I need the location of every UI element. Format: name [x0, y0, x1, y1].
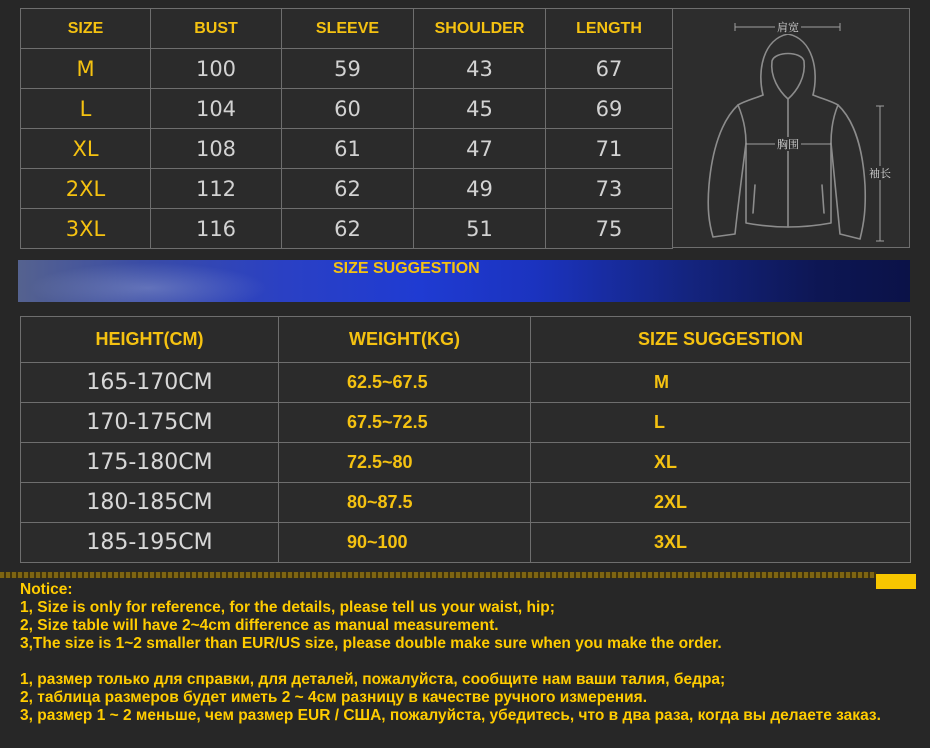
chest-label: 胸围 [777, 138, 799, 151]
size-cell: L [21, 89, 151, 129]
left-pocket [753, 185, 755, 213]
height-cell: 165-170CM [21, 363, 279, 403]
size-cell: 2XL [21, 169, 151, 209]
sleeve-cell: 61 [282, 129, 414, 169]
table-row [21, 363, 911, 403]
table-row [21, 169, 673, 209]
length-cell: 75 [546, 209, 673, 249]
notice-line-en-2: 2, Size table will have 2~4cm difference as manual measurement. [20, 617, 499, 634]
height-cell: 170-175CM [21, 403, 279, 443]
weight-cell: 62.5~67.5 [279, 363, 531, 403]
table-row [21, 443, 911, 483]
bust-cell: 112 [151, 169, 282, 209]
suggestion-header-row [21, 317, 911, 363]
length-cell: 73 [546, 169, 673, 209]
hooded-jacket-outline-icon [673, 9, 909, 247]
size-chart-header-row [21, 9, 673, 49]
header-weight: WEIGHT(KG) [279, 317, 531, 363]
notice-line-en-3: 3,The size is 1~2 smaller than EUR/US size, please double make sure when you make the order. [20, 635, 722, 652]
length-cell: 71 [546, 129, 673, 169]
suggested-size-cell: XL [531, 443, 911, 483]
notice-line-ru-1: 1, размер только для справки, для деталей, пожалуйста, сообщите нам ваши талия, бедра; [20, 671, 726, 688]
shoulder-width-label: 肩宽 [777, 21, 799, 34]
table-row [21, 49, 673, 89]
table-row [21, 403, 911, 443]
height-cell: 175-180CM [21, 443, 279, 483]
table-row [21, 209, 673, 249]
bust-cell: 104 [151, 89, 282, 129]
table-row [21, 523, 911, 563]
shoulder-cell: 47 [414, 129, 546, 169]
notice-line-ru-2: 2, таблица размеров будет иметь 2 ~ 4см разницу в качестве ручного измерения. [20, 689, 648, 706]
header-sleeve: SLEEVE [282, 9, 414, 49]
bust-cell: 116 [151, 209, 282, 249]
weight-cell: 90~100 [279, 523, 531, 563]
shoulder-cell: 51 [414, 209, 546, 249]
bust-cell: 108 [151, 129, 282, 169]
header-shoulder: SHOULDER [414, 9, 546, 49]
shoulder-cell: 43 [414, 49, 546, 89]
shoulder-cell: 45 [414, 89, 546, 129]
notice-line-en-1: 1, Size is only for reference, for the details, please tell us your waist, hip; [20, 599, 555, 616]
sleeve-cell: 62 [282, 169, 414, 209]
size-suggestion-table [20, 316, 911, 563]
table-row [21, 483, 911, 523]
left-sleeve [708, 105, 746, 237]
hood-opening [772, 54, 805, 100]
size-suggestion-banner [18, 260, 910, 302]
header-height: HEIGHT(CM) [21, 317, 279, 363]
right-shoulder [813, 95, 838, 105]
hood-outline [761, 34, 815, 95]
banner-title: SIZE SUGGESTION [333, 260, 480, 277]
weight-cell: 67.5~72.5 [279, 403, 531, 443]
sleeve-cell: 60 [282, 89, 414, 129]
bust-cell: 100 [151, 49, 282, 89]
weight-cell: 72.5~80 [279, 443, 531, 483]
shoulder-cell: 49 [414, 169, 546, 209]
height-cell: 185-195CM [21, 523, 279, 563]
left-shoulder [738, 95, 763, 105]
header-length: LENGTH [546, 9, 673, 49]
sleeve-cell: 59 [282, 49, 414, 89]
notice-title: Notice: [20, 581, 73, 598]
right-pocket [822, 185, 824, 213]
suggested-size-cell: 3XL [531, 523, 911, 563]
table-row [21, 89, 673, 129]
length-cell: 67 [546, 49, 673, 89]
size-cell: M [21, 49, 151, 89]
notice-divider [0, 572, 876, 578]
notice-line-ru-3: 3, размер 1 ~ 2 меньше, чем размер EUR / США, пожалуйста, убедитесь, что в два раза, когда вы делаете заказ. [20, 707, 881, 724]
size-cell: 3XL [21, 209, 151, 249]
sleeve-length-label: 袖长 [869, 167, 891, 180]
suggested-size-cell: L [531, 403, 911, 443]
height-cell: 180-185CM [21, 483, 279, 523]
suggested-size-cell: 2XL [531, 483, 911, 523]
size-cell: XL [21, 129, 151, 169]
length-cell: 69 [546, 89, 673, 129]
weight-cell: 80~87.5 [279, 483, 531, 523]
sleeve-cell: 62 [282, 209, 414, 249]
suggested-size-cell: M [531, 363, 911, 403]
notice-section [20, 581, 920, 725]
notice-spacer [20, 653, 920, 671]
size-chart-table [20, 8, 673, 249]
jacket-measurement-diagram [672, 8, 910, 248]
table-row [21, 129, 673, 169]
header-size-suggestion: SIZE SUGGESTION [531, 317, 911, 363]
right-sleeve [831, 105, 865, 239]
header-size: SIZE [21, 9, 151, 49]
header-bust: BUST [151, 9, 282, 49]
